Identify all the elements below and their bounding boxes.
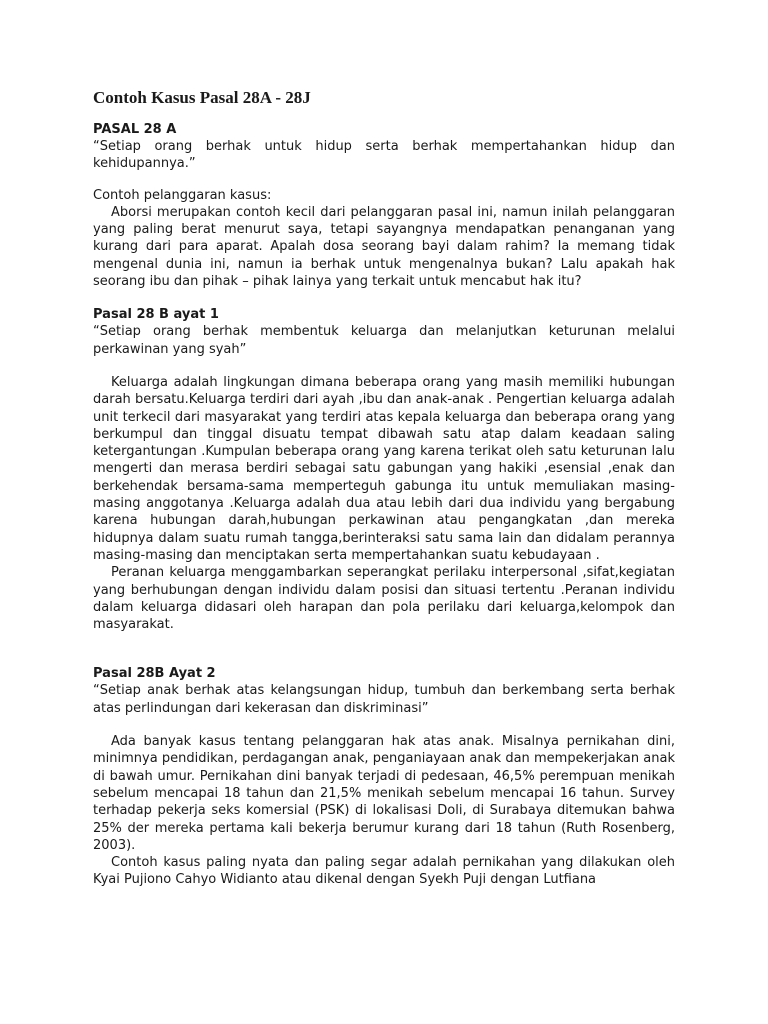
spacer [93,358,675,374]
section-heading-pasal-28a: PASAL 28 A [93,122,177,137]
spacer [93,633,675,665]
spacer [93,173,675,187]
document-title: Contoh Kasus Pasal 28A - 28J [93,88,311,107]
paragraph: Ada banyak kasus tentang pelanggaran hak atas anak. Misalnya pernikahan dini, minimnya pendidikan, perdagangan anak, penganiayaan anak dan mempekerjakan anak di bawah umur. Pernikahan dini banyak terjadi di pedesaan, 46,5% perempuan menikah sebelum mencapai 18 tahun dan 21,5% menikah sebelum mencapai 16 tahun. Survey terhadap pekerja seks komersial (PSK) di lokalisasi Doli, di Surabaya ditemukan bahwa 25% der mereka pertama kali bekerja berumur kurang dari 18 tahun (Ruth Rosenberg, 2003). [93,734,675,853]
paragraph: Keluarga adalah lingkungan dimana beberapa orang yang masih memiliki hubungan darah bersatu.Keluarga terdiri dari ayah ,ibu dan anak-anak . Pengertian keluarga adalah unit terkecil dari masyarakat yang terdiri atas kepala keluarga dan beberapa orang yang berkumpul dan tinggal disuatu tempat dibawah satu atap dalam keadaan saling ketergantungan .Kumpulan beberapa orang yang karena terikat oleh satu keturunan lalu mengerti dan merasa berdiri sebagai satu gabungan yang hakiki ,esensial ,enak dan berkehendak bersama-sama memperteguh gabunga itu untuk memuliakan masing-masing anggotanya .Keluarga adalah dua atau lebih dari dua individu yang bergabung karena hubungan darah,hubungan perkawinan atau pengangkatan ,dan mereka hidupnya dalam suatu rumah tangga,berinteraksi satu sama lain dan didalam perannya masing-masing dan menciptakan serta mempertahankan suatu kebudayaan . [93,374,675,563]
section-heading-pasal-28b-ayat-1: Pasal 28 B ayat 1 [93,307,219,323]
spacer [93,290,675,306]
document-page [93,88,675,889]
spacer [93,717,675,733]
section-quote-pasal-28b-ayat-1: “Setiap orang berhak membentuk keluarga dan melanjutkan keturunan melalui perkawinan yang syah” [93,324,675,357]
paragraph: Aborsi merupakan contoh kecil dari pelanggaran pasal ini, namun inilah pelanggaran yang paling berat menurut saya, tetapi sayangnya mendapatkan penanganan yang kurang dari para aparat. Apalah dosa seorang bayi dalam rahim? Ia memang tidak mengenal dunia ini, namun ia berhak untuk mengenalnya bukan? Lalu apakah hak seorang ibu dan pihak – pihak lainya yang terkait untuk mencabut hak itu? [93,204,675,290]
section-quote-pasal-28b-ayat-2: “Setiap anak berhak atas kelangsungan hidup, tumbuh dan berkembang serta berhak atas perlindungan dari kekerasan dan diskriminasi” [93,683,675,716]
section-quote-pasal-28a: “Setiap orang berhak untuk hidup serta berhak mempertahankan hidup dan kehidupannya.” [93,139,675,172]
paragraph: Peranan keluarga menggambarkan seperangkat perilaku interpersonal ,sifat,kegiatan yang berhubungan dengan individu dalam posisi dan situasi tertentu .Peranan individu dalam keluarga didasari oleh harapan dan pola perilaku dari keluarga,kelompok dan masyarakat. [93,565,675,633]
paragraph: Contoh kasus paling nyata dan paling segar adalah pernikahan yang dilakukan oleh Kyai Pujiono Cahyo Widianto atau dikenal dengan Syekh Puji dengan Lutfiana [93,855,675,888]
section-subheading: Contoh pelanggaran kasus: [93,187,272,203]
section-heading-pasal-28b-ayat-2: Pasal 28B Ayat 2 [93,666,216,682]
